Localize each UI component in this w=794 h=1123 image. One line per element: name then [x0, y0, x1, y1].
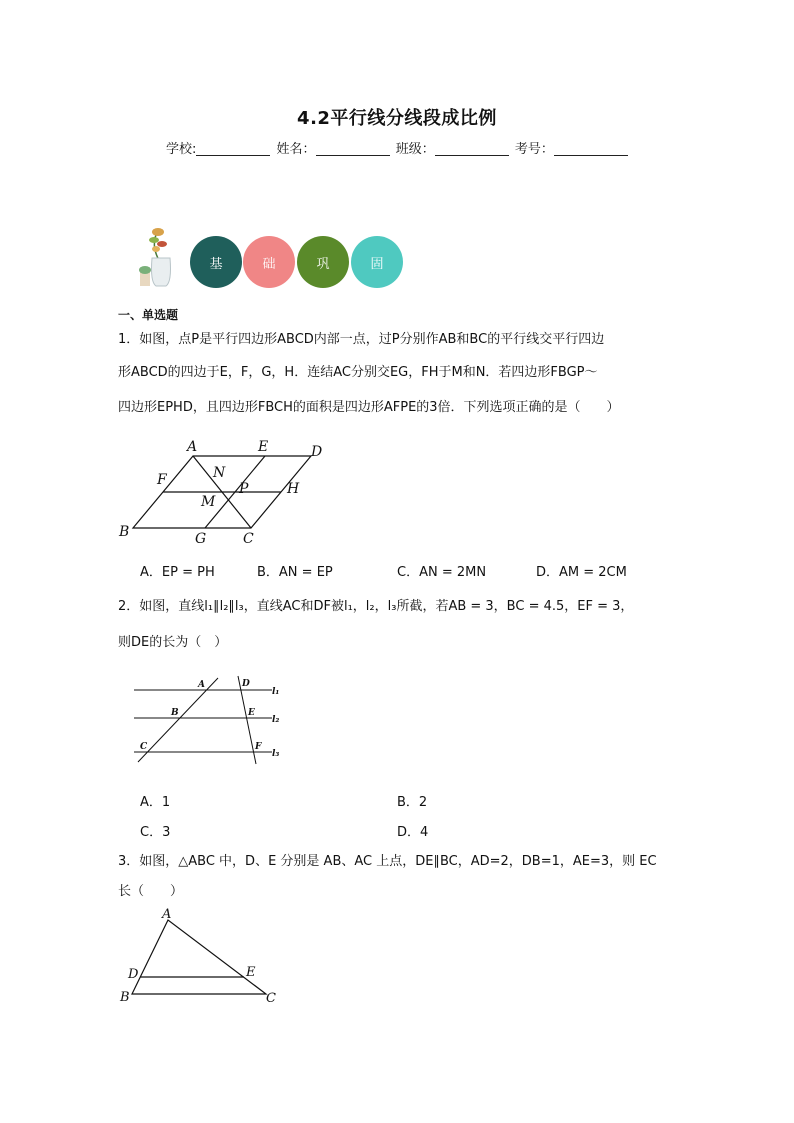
- label-b: B: [171, 708, 179, 718]
- label-d: D: [311, 444, 323, 460]
- label-n: N: [213, 465, 226, 481]
- q1-option-c[interactable]: C．AN = 2MN: [397, 565, 487, 580]
- q2-figure: [128, 674, 288, 768]
- q2-option-b[interactable]: B．2: [397, 795, 428, 810]
- q3-line1: 3．如图，△ABC 中，D、E 分别是 AB、AC 上点，DE∥BC，AD=2，DB=1，AE=3，则 EC: [118, 854, 657, 869]
- q1-option-a[interactable]: A．EP = PH: [140, 565, 215, 580]
- q1-line3: 四边形EPHD，且四边形FBCH的面积是四边形AFPE的3倍．下列选项正确的是（ ）: [118, 400, 620, 415]
- label-d: D: [128, 967, 139, 982]
- label-c: C: [266, 991, 276, 1006]
- badge-ji: 基: [190, 236, 242, 288]
- label-p: P: [239, 481, 249, 497]
- label-b: B: [120, 990, 130, 1005]
- label-l1: l₁: [272, 687, 280, 697]
- q1-line2: 形ABCD的四边于E，F，G，H．连结AC分别交EG，FH于M和N．若四边形FBGP～: [118, 365, 598, 380]
- triangle-abc: [132, 920, 266, 994]
- q1-figure: [115, 436, 335, 548]
- q2-line2: 则DE的长为（ ）: [118, 635, 228, 650]
- label-l2: l₂: [272, 715, 280, 725]
- label-a: A: [198, 680, 205, 690]
- badge-gu: 固: [351, 236, 403, 288]
- label-a: A: [162, 907, 172, 922]
- vase-plant-icon: [136, 222, 184, 290]
- q3-line2: 长（ ）: [118, 884, 184, 899]
- label-f: F: [255, 742, 262, 752]
- class-label: 班级：: [395, 142, 435, 157]
- label-e: E: [258, 439, 269, 455]
- exam-no-label: 考号：: [514, 142, 554, 157]
- q2-line1: 2．如图，直线l₁∥l₂∥l₃，直线AC和DF被l₁，l₂，l₃所截，若AB = 3，BC = 4.5，EF = 3，: [118, 599, 634, 614]
- name-label: 姓名：: [276, 142, 316, 157]
- q1-line1: 1．如图，点P是平行四边形ABCD内部一点，过P分别作AB和BC的平行线交平行四边: [118, 332, 605, 347]
- label-d: D: [242, 679, 250, 689]
- q2-option-c[interactable]: C．3: [140, 825, 171, 840]
- label-c: C: [140, 742, 148, 752]
- name-field[interactable]: [316, 141, 390, 156]
- q2-option-a[interactable]: A．1: [140, 795, 171, 810]
- badge-chu: 础: [243, 236, 295, 288]
- label-a: A: [187, 439, 198, 455]
- q1-option-d[interactable]: D．AM = 2CM: [536, 565, 627, 580]
- label-g: G: [195, 531, 207, 547]
- label-l3: l₃: [272, 749, 280, 759]
- label-m: M: [201, 494, 216, 510]
- class-field[interactable]: [435, 141, 509, 156]
- exam-no-field[interactable]: [554, 141, 628, 156]
- label-b: B: [119, 524, 130, 540]
- badge-gong: 巩: [297, 236, 349, 288]
- student-info-row: [166, 138, 630, 157]
- label-h: H: [287, 481, 300, 497]
- q3-figure: [116, 906, 286, 1006]
- label-e: E: [248, 708, 255, 718]
- section-title: 一、单选题: [118, 308, 179, 322]
- label-e: E: [246, 965, 256, 980]
- page-title: 4.2平行线分线段成比例: [297, 108, 497, 129]
- line-ac: [138, 678, 218, 762]
- label-c: C: [243, 531, 254, 547]
- q2-option-d[interactable]: D．4: [397, 825, 429, 840]
- school-field[interactable]: [196, 141, 270, 156]
- label-f: F: [157, 472, 167, 488]
- line-df: [238, 676, 256, 764]
- q1-option-b[interactable]: B．AN = EP: [257, 565, 333, 580]
- school-label: 学校:: [166, 142, 197, 157]
